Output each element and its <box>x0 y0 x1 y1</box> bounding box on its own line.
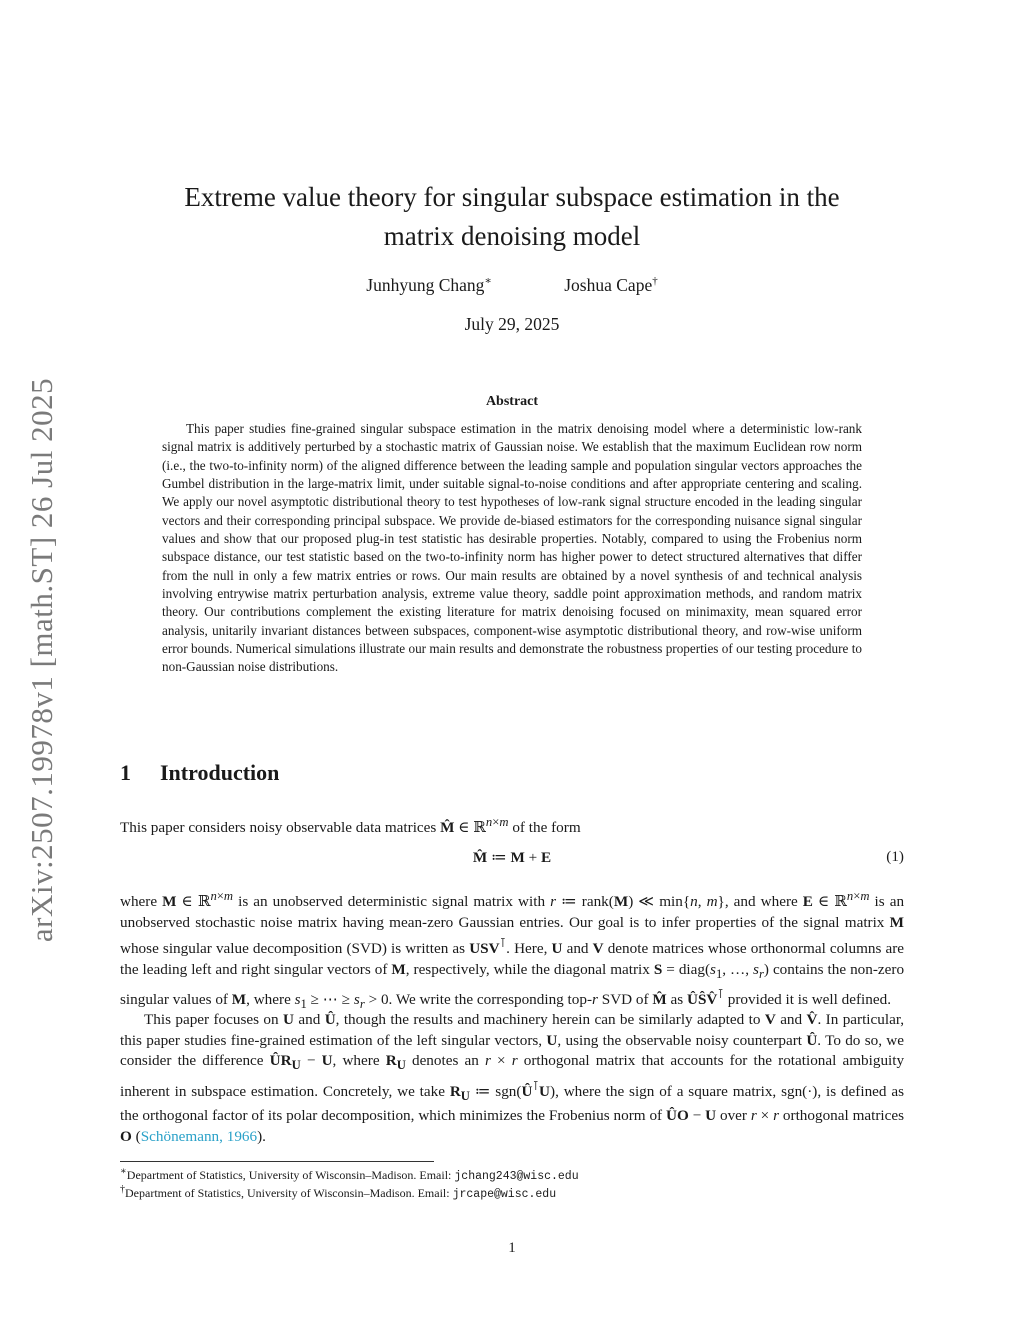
p2-l: . We write the corresponding top- <box>388 991 593 1009</box>
abstract-text: This paper studies fine-grained singular subspace estimation in the matrix denoising model where a deterministic low-rank signal matrix is additively perturbed by a stochastic matrix of Gaussian noise. We establish that the maximum Euclidean row norm (i.e., the two-to-infinity norm) of the aligned difference between the leading sample and population singular vectors approaches the Gumbel distribution in the large-matrix limit, under suitable signal-to-noise conditions and after appropriate centering and scaling. We apply our novel asymptotic distributional theory to test hypotheses of low-rank signal structure encoded in the leading singular vectors and their corresponding principal subspace. We provide de-biased estimators for the corresponding nuisance signal singular values and show that our proposed plug-in test statistic has desirable properties. Notably, compared to using the Frobenius norm subspace distance, our test statistic based on the two-to-infinity norm has higher power to detect structured alternatives that differ from the null in only a few matrix entries or rows. Our main results are obtained by a novel synthesis of and technical analysis involving entrywise matrix perturbation analysis, extreme value theory, saddle point approximation methods, and random matrix theory. Our contributions complement the existing literature for matrix denoising focused on minimaxity, mean squared error analysis, unitarily invariant distances between subspaces, component-wise asymptotic distributional theory, and row-wise uniform error bounds. Numerical simulations illustrate our main results and demonstrate the robustness properties of our testing procedure to non-Gaussian noise distributions. <box>162 421 862 675</box>
math-v-2: V <box>764 1011 776 1028</box>
math-s-diag: $S = diag(s_1$, …, $s_r$) <box>653 960 769 981</box>
math-singular-order: $s_1$ ≥ ⋯ ≥ $s_r > 0$ <box>294 991 389 1012</box>
math-rank-condition: r ≔ rank(M) ≪ min{n, m} <box>550 893 725 911</box>
math-m-hat-in-r: M̂ ∈ ℝ$^{n\times m}$ <box>440 815 509 837</box>
p2-c: , and where <box>724 893 798 911</box>
math-m-2: M <box>391 960 406 978</box>
math-r-u: $R_U$ <box>385 1052 406 1073</box>
p2-i: , respectively, while the diagonal matrix <box>405 960 650 978</box>
p2-k: , where <box>246 991 291 1009</box>
citation-schonemann[interactable]: Schönemann, 1966 <box>140 1127 258 1145</box>
footnote-1-text: Department of Statistics, University of Wisconsin–Madison. Email: <box>126 1168 452 1182</box>
p3-h: , where <box>332 1052 380 1069</box>
publication-date: July 29, 2025 <box>464 314 560 334</box>
title-line-2: matrix denoising model <box>383 221 641 251</box>
math-m-hat: M̂ <box>652 991 667 1009</box>
p2-n: as <box>670 991 684 1009</box>
title-line-1: Extreme value theory for singular subspace estimation in the <box>184 182 840 212</box>
p3-g: . To do so, we consider the difference <box>120 1031 905 1069</box>
p2-e: whose singular value decomposition (SVD) is written as <box>120 940 466 958</box>
p3-k: , where the sign of a square matrix, <box>555 1082 777 1100</box>
p3-d: and <box>780 1011 803 1028</box>
math-u-hat-2: Û <box>806 1031 818 1049</box>
paper-title <box>120 178 904 256</box>
math-difference: $ÛR_U - U$ <box>269 1052 333 1073</box>
math-e-in-r: E ∈ ℝ$^{n\times m}$ <box>802 889 870 911</box>
footnote-2-mark: † <box>120 1184 125 1195</box>
p2-d: is an unobserved stochastic noise matrix having mean-zero Gaussian entries. Our goal is to infer properties of the signal matrix <box>120 893 905 931</box>
p3-e: . In particular, this paper studies fine-grained estimation of the left singular vectors, <box>120 1011 905 1049</box>
p3-c: , though the results and machinery herein can be similarly adapted to <box>335 1011 761 1028</box>
p3-i: denotes an <box>411 1052 479 1069</box>
page-number: 1 <box>508 1240 516 1256</box>
author-1-name: Junhyung Chang <box>366 274 485 295</box>
p3-m: over <box>719 1107 747 1125</box>
math-v: V <box>592 940 604 958</box>
p2-f: . Here, <box>506 940 548 958</box>
author-1-mark: ∗ <box>484 275 492 287</box>
p3-j: orthogonal matrix that accounts for the rotational ambiguity inherent in subspace estimation. Concretely, we take <box>120 1052 905 1100</box>
p3-l: , is defined as the orthogonal factor of its polar decomposition, which minimizes the Frobenius norm of <box>120 1082 904 1125</box>
author-2-name: Joshua Cape <box>564 274 653 295</box>
math-m-in-r: M ∈ ℝ$^{n\times m}$ <box>162 889 234 911</box>
section-title: Introduction <box>160 760 280 785</box>
math-u-hat: Û <box>324 1011 336 1028</box>
intro-paragraph-3: This paper focuses on U and Û, though the results and machinery herein can be similarly adapted to V and V̂. In particular, this paper studies fine-grained estimation of the left singular vectors, U, using the observable noisy counterpart Û. To do so, we consider the difference $ÛR_U - U$, where $R_U$ denotes an r × r orthogonal matrix that accounts for the rotational ambiguity inherent in subspace estimation. Concretely, we take $R_U$ ≔ sgn(Û⊺U), where the sign of a square matrix, sgn(·), is defined as the orthogonal factor of its polar decomposition, which minimizes the Frobenius norm of ÛO − U over r × r orthogonal matrices O (Schönemann, 1966). <box>120 1011 905 1145</box>
p2-o: provided it is well defined. <box>727 991 891 1009</box>
footnote-2-email: jrcape@wisc.edu <box>452 1188 557 1201</box>
equation-1-number: (1) <box>886 848 904 865</box>
math-u-3: U <box>546 1031 558 1049</box>
citation-year: 1966 <box>226 1127 258 1145</box>
p2-b: is an unobserved deterministic signal matrix with <box>238 893 546 911</box>
author-2-mark: † <box>652 275 658 287</box>
math-u-2: U <box>283 1011 294 1028</box>
intro-paragraph-1 <box>120 812 904 839</box>
p1-tail: of the form <box>512 819 581 837</box>
author-list <box>120 274 904 296</box>
math-v-hat: V̂ <box>806 1011 818 1028</box>
p3-b: and <box>298 1011 321 1028</box>
footnote-2 <box>120 1182 904 1203</box>
p2-j: contains the non-zero singular values of <box>120 960 905 1009</box>
p2-m: SVD of <box>601 991 649 1009</box>
p2-a: where <box>120 893 158 911</box>
footnote-1-email: jchang243@wisc.edu <box>454 1170 579 1183</box>
citation-author: Schönemann <box>140 1127 220 1145</box>
abstract-heading: Abstract <box>485 394 539 409</box>
equation-1-body: M̂ ≔ M + E <box>472 849 552 866</box>
footnote-divider <box>120 1161 434 1162</box>
math-uo-minus-u: ÛO − U <box>666 1107 717 1125</box>
author-2 <box>564 275 657 296</box>
intro-paragraph-2 <box>120 886 904 1015</box>
p3-a: This paper focuses on <box>144 1011 279 1028</box>
p2-h: denote matrices whose orthonormal columns are the leading left and right singular vectors of <box>120 940 905 978</box>
author-1 <box>366 274 492 296</box>
math-m: M <box>889 913 904 931</box>
equation-1 <box>120 848 904 867</box>
math-r-by-r-2: r × r <box>750 1107 780 1125</box>
p3-f: , using the observable noisy counterpart <box>557 1031 802 1049</box>
section-heading-introduction <box>120 760 279 786</box>
section-number: 1 <box>120 760 131 785</box>
p3-n: orthogonal matrices <box>782 1107 905 1125</box>
math-r-u-def: $R_U$ ≔ sgn(Û⊺U) <box>449 1078 556 1103</box>
math-usvt: USV⊺ <box>469 936 507 958</box>
footnote-2-text: Department of Statistics, University of Wisconsin–Madison. Email: <box>125 1186 450 1200</box>
math-usvt-hat: ÛŜV̂⊺ <box>686 987 724 1009</box>
math-o: O <box>120 1127 132 1145</box>
math-sgn: sgn(·) <box>781 1082 818 1100</box>
p1-text: This paper considers noisy observable data matrices <box>120 819 437 837</box>
footnote-1-mark: ∗ <box>120 1166 127 1177</box>
math-m-3: M <box>231 991 247 1009</box>
p2-g: and <box>566 940 589 958</box>
arxiv-identifier-text: arXiv:2507.19978v1 [math.ST] 26 Jul 2025 <box>24 377 59 943</box>
math-u: U <box>551 940 563 958</box>
arxiv-identifier-stamp <box>18 360 66 960</box>
math-r-by-r: r × r <box>484 1052 518 1069</box>
math-r: r <box>592 991 598 1009</box>
